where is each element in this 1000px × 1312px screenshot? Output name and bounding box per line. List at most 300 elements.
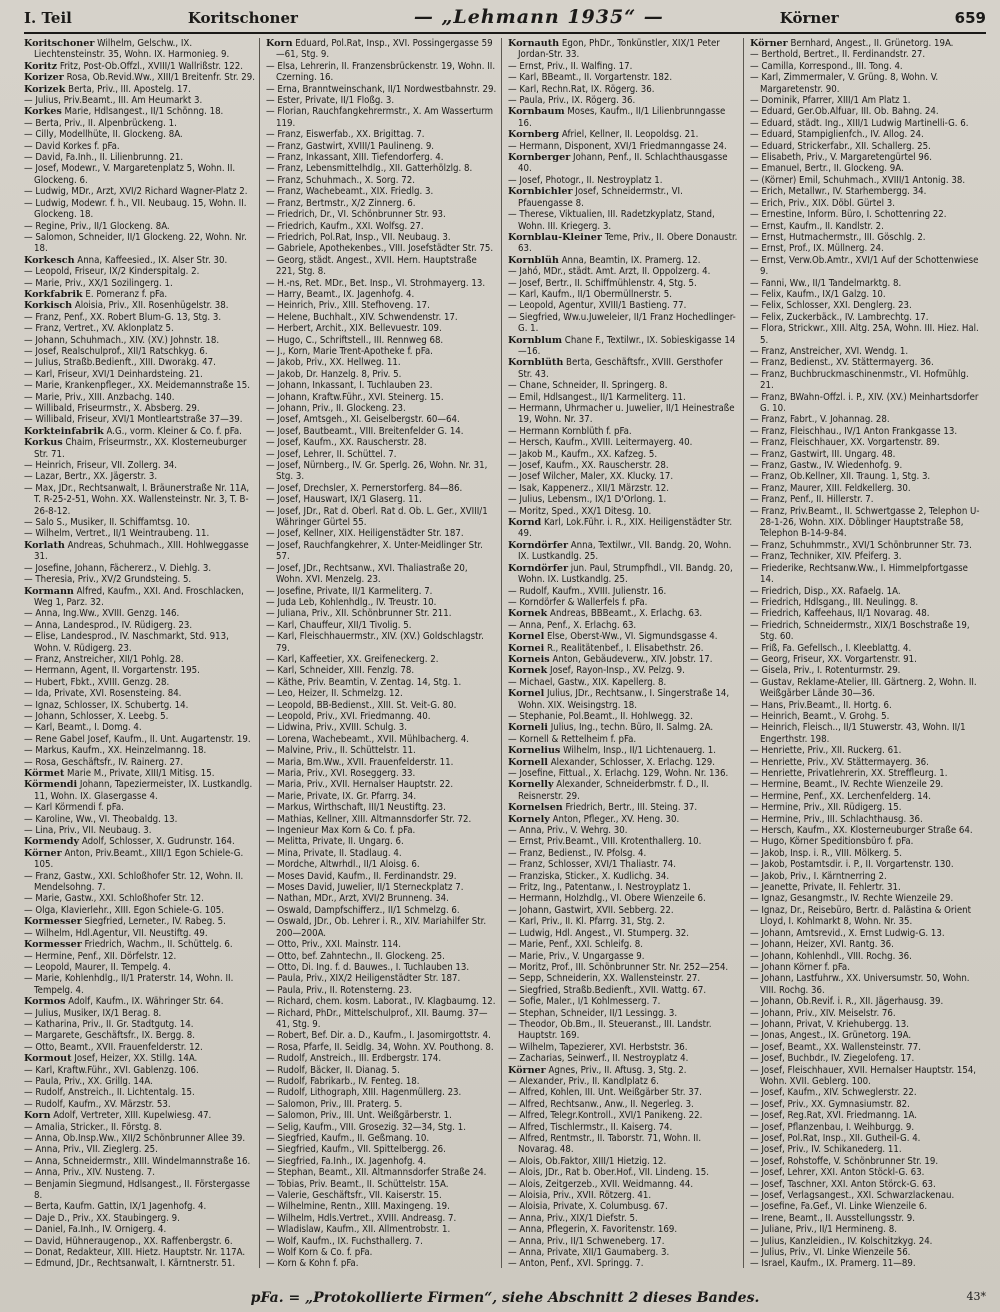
directory-entry: Korneis Anton, Gebäudeverw., XIV. Jobstr. 17. — [508, 653, 713, 665]
directory-entry: — Salomon, Priv., III. Praterg. 5. — [266, 1098, 403, 1110]
directory-entry: — Benjamin Siegmund, Hdlsangest., II. Förstergasse 8. — [24, 1178, 250, 1202]
directory-entry: — Eduard, Ger.Ob.Alfuar, III. Ob. Bahng. 24. — [750, 106, 939, 118]
directory-entry: — Rudolf, Anstreich., II. Lichtentalg. 15. — [24, 1087, 195, 1099]
directory-entry: — Josef, Realschulprof., XII/1 Ratschkyg. 6. — [24, 345, 208, 357]
directory-entry: — Anton, Penf., XVI. Springg. 7. — [508, 1258, 644, 1268]
directory-entry: — Alfred, Rentmstr., II. Taborstr. 71, Wohn. II. Novarag. 48. — [508, 1133, 702, 1156]
directory-entry: — Franz, Priv.Beamt., II. Schwertgasse 2, Telephon U-28-1-26, Wohn. XIX. Döblinger Hauptstraße 58, Telephon B-14-9-84. — [750, 505, 980, 540]
directory-entry: — Anna, Schneidermstr., XIII. Windelmannstraße 16. — [24, 1155, 251, 1167]
directory-entry: — Jakob, Dr. Hanzelg. 8, Priv. 5. — [266, 368, 402, 380]
directory-entry: Korizek Berta, Priv., III. Apostelg. 17. — [24, 83, 191, 95]
first-entry-keyword: Koritschoner — [187, 9, 298, 27]
directory-entry: — Paula, Priv., XX. Grillg. 14A. — [24, 1075, 153, 1087]
directory-entry: Kormesser Siegfried, Lerneter., IV. Rabeg. 5. — [24, 916, 226, 928]
directory-entry: — Emil, Hdlsangest., II/1 Karmeliterg. 11. — [508, 391, 686, 403]
directory-entry: — Franz, BWahn-Offzl. i. P., XIV. (XV.) Meinhartsdorfer G. 10. — [750, 391, 979, 414]
directory-entry: Körner Agnes, Priv., II. Aftusg. 3, Stg. 2. — [508, 1064, 687, 1076]
directory-entry: — Hermann Kornblüth f. pFa. — [508, 425, 632, 437]
directory-entry: — Moses David, Kaufm., II. Ferdinandstr. 29. — [266, 870, 457, 882]
directory-entry: — Ernestine, Inform. Büro, I. Schottenring 22. — [750, 209, 947, 221]
directory-entry: — Franz, Anstreicher, XVI. Wendg. 1. — [750, 345, 909, 357]
directory-entry: — Emanuel, Bertr., II. Glockeng. 9A. — [750, 163, 904, 175]
directory-entry: — Cilly, Modellhüte, II. Glockeng. 8A. — [24, 129, 183, 141]
directory-entry: — Josef, Lehrer, XXI. Anton Stöckl-G. 63. — [750, 1167, 925, 1179]
directory-entry: — Franz, Gastwirt, III. Ungarg. 48. — [750, 448, 896, 460]
directory-entry: — J., Korn, Marie Trent-Apotheke f. pFa. — [266, 345, 433, 357]
directory-entry: — Rosa, Pfarfe, II. Seidlg. 34, Wohn. XV. Pouthong. 8. — [266, 1041, 494, 1053]
directory-entry: Kornbichler Josef, Schneidermstr., VI. Pfauengasse 8. — [508, 186, 683, 209]
directory-entry: — Johann, Kraftw.Führ., XVI. Steinerg. 15. — [266, 391, 444, 403]
directory-entry: — Franz, Buchbruckmaschinenmstr., VI. Hofmühlg. 21. — [750, 368, 969, 392]
directory-entry: — Richard, PhDr., Mittelschulprof., XII. Baumg. 37—41, Stg. 9. — [266, 1007, 488, 1030]
directory-entry: — Jakob, Insp. i. R., VIII. Mölkerg. 5. — [750, 847, 903, 859]
directory-entry: Koritschoner Wilhelm, Gelschw., IX. Liechtensteinstr. 35, Wohn. IX. Harmonieg. 9. — [24, 38, 230, 61]
directory-entry: — Franz, Vertret., XV. Aklonplatz 5. — [24, 323, 174, 335]
directory-entry: — Josef, Buchbdr., IV. Ziegelofeng. 17. — [750, 1053, 915, 1065]
directory-entry: — Edmund, JDr., Rechtsanwalt, I. Kärntnerstr. 51. — [24, 1258, 236, 1268]
directory-entry: — Johann, Schlosser, X. Leebg. 5. — [24, 710, 169, 722]
directory-entry: — Melitta, Private, II. Ungarg. 6. — [266, 836, 404, 848]
directory-entry: — Sofie, Maler., I/1 Kohlmesserg. 7. — [508, 996, 661, 1008]
directory-entry: — Karoline, Ww., VI. Theobaldg. 13. — [24, 813, 178, 825]
directory-entry: — Aloisia, Priv., XVII. Rötzerg. 41. — [508, 1190, 652, 1202]
directory-entry: — Kornell & Rettelheim f. pFa. — [508, 733, 637, 745]
directory-entry: — Karl, Friseur, XVI/1 Deinhardsteing. 21. — [24, 368, 203, 380]
directory-entry: — Siegfried, Fa.Inh., IX. Jagenhofg. 4. — [266, 1155, 427, 1167]
directory-entry: — Ludwig, Modewr. f. h., VII. Neubaug. 15, Wohn. II. Glockeng. 18. — [24, 197, 247, 221]
directory-entry: — Anna, Private, XII/1 Gaumaberg. 3. — [508, 1247, 670, 1259]
page-header — [24, 6, 986, 34]
directory-entry: — Rudolf, Lithograph, XIII. Hagenmüllerg. 23. — [266, 1087, 462, 1099]
directory-entry: — Berta, Kaufm. Gattin, IX/1 Jagenhofg. 4. — [24, 1201, 207, 1213]
directory-entry: Kornelly Alexander, Schneiderbmstr. f. D., II. Reisnerstr. 29. — [508, 779, 710, 802]
directory-entry: — Gisela, Priv., I. Rotenturmstr. 29. — [750, 665, 901, 677]
directory-entry: — Jeanette, Private, II. Fehlertr. 31. — [750, 882, 901, 894]
directory-entry: — Karl, Priv., II. Kl. Pfarrg. 31, Stg. 2. — [508, 916, 666, 928]
directory-entry: — Robert, Bef. Dir. a. D., Kaufm., I. Jasomirgottstr. 4. — [266, 1030, 491, 1042]
directory-entry: — Franz, Gastw., IV. Wiedenhofg. 9. — [750, 460, 903, 472]
directory-entry: — Siegfried, Kaufm., II. Geßmang. 10. — [266, 1133, 430, 1144]
directory-entry: Kormendy Adolf, Schlosser, X. Gudrunstr. 164. — [24, 836, 235, 848]
directory-entry: — Maria, Bm.Ww., XVII. Frauenfelderstr. 11. — [266, 756, 454, 768]
directory-entry: — Berthold, Bertret., II. Ferdinandstr. 27. — [750, 49, 926, 61]
directory-entry: — Anna, Landesprod., IV. Rüdigerg. 23. — [24, 619, 193, 631]
directory-entry: — Jahó, MDr., städt. Amt. Arzt, II. Oppolzerg. 4. — [508, 266, 711, 278]
directory-entry: — Ludwig, MDr., Arzt, XVI/2 Richard Wagner-Platz 2. — [24, 186, 248, 198]
directory-entry: Korkesch Anna, Kaffeesied., IX. Alser Str. 30. — [24, 254, 228, 266]
directory-entry: — Johann, Kohlenhdl., VIII. Rochg. 36. — [750, 950, 912, 962]
directory-entry: — Franz, Wachebeamt., XIX. Friedlg. 3. — [266, 186, 434, 198]
directory-entry: Kornblüh Anna, Beamtin, IX. Pramerg. 12. — [508, 254, 701, 266]
directory-entry: — Wilhelm, Hdls.Vertret., XVIII. Andreasg. 7. — [266, 1212, 457, 1224]
directory-entry: — Ernst, Priv., II. Walfing. 17. — [508, 60, 633, 72]
directory-entry: — Josef, Verlagsangest., XXI. Schwarzlackenau. — [750, 1190, 955, 1202]
directory-entry: — Mina, Private, II. Stadlaug. 4. — [266, 847, 402, 859]
directory-entry: — Herbert, Archit., XIX. Bellevuestr. 109. — [266, 323, 442, 335]
directory-entry: — Karl, Kaufm., II/1 Obermüllnerstr. 5. — [508, 288, 672, 300]
directory-entry: — Stephan, Schneider, II/1 Lessingg. 3. — [508, 1007, 678, 1019]
directory-entry: — Ignaz, Schlosser, IX. Schubertg. 14. — [24, 699, 189, 711]
directory-entry: — David Korkes f. pFa. — [24, 140, 120, 152]
directory-entry: — Franz, Lebensmittelhdlg., XII. Gatterhölzlg. 8. — [266, 163, 473, 175]
directory-entry: — Salo S., Musiker, II. Schiffamtsg. 10. — [24, 517, 190, 529]
directory-entry: — Josef, Priv., IV. Schikanederg. 11. — [750, 1144, 902, 1156]
directory-entry: — Leo, Heizer, II. Schmelzg. 12. — [266, 688, 403, 700]
directory-entry: — Ingenieur Max Korn & Co. f. pFa. — [266, 825, 416, 837]
directory-entry: — David, Hühneraugenop., XX. Raffenbergstr. 6. — [24, 1235, 233, 1247]
directory-entry: — Josefine, Fittual., X. Erlachg. 129, Wohn. Nr. 136. — [508, 768, 729, 779]
directory-entry: — Franz, Penf., XX. Robert Blum-G. 13, Stg. 3. — [24, 311, 222, 323]
directory-entry: — Erich, Priv., XIX. Döbl. Gürtel 3. — [750, 197, 895, 209]
part-label: I. Teil — [24, 9, 72, 27]
directory-entry: — Irene, Beamt., II. Ausstellungsstr. 9. — [750, 1212, 915, 1224]
directory-entry: Körmendi Johann, Tapeziermeister, IX. Lustkandlg. 11, Wohn. IX. Glasergasse 4. — [24, 779, 253, 802]
directory-entry: — Josef, Pflanzenbau, I. Weihburgg. 9. — [750, 1121, 915, 1133]
directory-entry: — Felix, Zuckerbäck., IV. Lambrechtg. 17. — [750, 311, 929, 323]
page-footer — [24, 1290, 986, 1306]
directory-entry: Korkes Marie, Hdlsangest., II/1 Schönng. 18. — [24, 106, 224, 118]
directory-entry: — Julius, Straßb.Bedienft., XIII. Dworakg. 47. — [24, 357, 216, 369]
directory-entry: — Eduard, Strickerfabr., XII. Schallerg. 25. — [750, 140, 931, 152]
directory-entry: — Friedrich, Dr., VI. Schönbrunner Str. 93. — [266, 209, 446, 221]
directory-entry: — Alfred, Rechtsanw., Anw., II. Negerleg. 3. — [508, 1098, 694, 1110]
directory-entry: Korn Eduard, Pol.Rat, Insp., XVI. Possingergasse 59—61, Stg. 9. — [266, 38, 493, 61]
directory-entry: — Wilhelm, Vertret., II/1 Weintraubeng. 11. — [24, 528, 210, 540]
directory-entry: — Willibald, Friseur, XVI/1 Montleartstraße 37—39. — [24, 414, 243, 426]
directory-entry: — Isak, Kappenerz., XII/1 Märzstr. 12. — [508, 482, 670, 494]
directory-entry: — Hersch, Kaufm., XVIII. Leitermayerg. 40. — [508, 437, 693, 449]
directory-entry: — Käthe, Priv. Beamtin, V. Zentag. 14, Stg. 1. — [266, 676, 462, 688]
directory-entry: — Franz, Penf., II. Hillerstr. 7. — [750, 494, 874, 506]
directory-entry: — Ernst, Hutmachermstr., III. Göschlg. 2. — [750, 231, 926, 243]
directory-entry: — Oswald, JDr., Ob. Lehrer i. R., XIV. Mariahilfer Str. 200—200A. — [266, 916, 487, 939]
directory-entry: Kornblau-Kleiner Teme, Priv., II. Obere Donaustr. 63. — [508, 231, 738, 255]
directory-entry: — Alfred, Kohlen, III. Unt. Weißgärber Str. 37. — [508, 1087, 702, 1099]
directory-entry: — Franz, Fleischhauer, XX. Vorgartenstr. 89. — [750, 437, 940, 449]
directory-entry: — Donat, Redakteur, XIII. Hietz. Hauptstr. Nr. 117A. — [24, 1247, 246, 1259]
directory-entry: Kormesser Friedrich, Wachm., II. Schüttelg. 6. — [24, 939, 233, 951]
directory-entry: — Wilhelm, Tapezierer, XVI. Herbststr. 36. — [508, 1041, 688, 1053]
directory-entry: — Israel, Kaufm., IX. Pramerg. 11—89. — [750, 1258, 916, 1268]
directory-entry: — Johann, Lastfuhrw., XX. Universumstr. 50, Wohn. VIII. Rochg. 36. — [750, 973, 970, 996]
directory-entry: Kornek Josef, Rayon-Insp., XV. Pelzg. 9. — [508, 665, 685, 677]
directory-entry: — Franz, Fleischhau., IV/1 Anton Frankgasse 13. — [750, 425, 958, 437]
directory-entry: Kornberger Johann, Penf., II. Schlachthausgasse 40. — [508, 152, 728, 175]
directory-entry: — Rene Gabel Josef, Kaufm., II. Unt. Augartenstr. 19. — [24, 733, 251, 745]
directory-entry: — Georg, städt. Angest., XVII. Hern. Hauptstraße 221, Stg. 8. — [266, 254, 477, 278]
directory-entry: — Leopold, Priv., XVI. Friedmanng. 40. — [266, 710, 431, 722]
directory-entry: — Josef, Rauchfangkehrer, X. Unter-Meidlinger Str. 57. — [266, 539, 483, 563]
directory-entry: — Franz, Gastwirt, XVIII/1 Paulineng. 9. — [266, 140, 435, 152]
directory-entry: — Paula, Priv., II. Rotensterng. 23. — [266, 984, 412, 996]
page-number: 659 — [954, 9, 986, 27]
directory-entry: — Rudolf, Anstreich., III. Erdbergstr. 174. — [266, 1053, 442, 1065]
directory-entry: — Maria, Priv., XVII. Hernalser Hauptstr. 22. — [266, 779, 454, 791]
directory-entry: — Mordche, Altwrhdl., II/1 Aloisg. 6. — [266, 859, 420, 871]
directory-entry: — Fanni, Ww., II/1 Tandelmarktg. 8. — [750, 277, 902, 289]
directory-entry: — Henriette, Privatlehrerin, XX. Streffleurg. 1. — [750, 768, 948, 779]
directory-entry: — Karl, Kraftw.Führ., XVI. Gablenzg. 106. — [24, 1064, 199, 1076]
directory-entry: — Ernst, Prof., IX. Müllnerg. 24. — [750, 243, 884, 255]
directory-entry: — Friedrich, Hdlsgang., III. Neulingg. 8. — [750, 596, 919, 608]
directory-entry: — Ignaz, Dr., Reisebüro, Bertr. d. Palästina & Orient Lloyd, I. Kohlmarkt 8, Wohn. Nr. 35. — [750, 904, 972, 928]
directory-entry: Kormann Alfred, Kaufm., XXI. And. Froschlacken, Weg 1, Parz. 32. — [24, 585, 244, 608]
directory-entry: — Josef, Hauswart, IX/1 Glaserg. 11. — [266, 494, 422, 506]
directory-entry: — Ernst, Kaufm., II. Kandlstr. 2. — [750, 220, 884, 232]
directory-entry: — Maria, Priv., XVI. Roseggerg. 33. — [266, 768, 416, 779]
directory-entry: — Salomon, Schneider, II/1 Glockeng. 22, Wohn. Nr. 18. — [24, 231, 247, 255]
directory-entry: — Dominik, Pfarrer, XIII/1 Am Platz 1. — [750, 95, 911, 107]
directory-entry: — Jakob, Priv., XX. Hellweg. 11. — [266, 357, 401, 369]
directory-entry: Korlath Andreas, Schuhmach., XIII. Hohlweggasse 31. — [24, 539, 249, 563]
directory-entry: — Otto, Di. Ing. f. d. Bauwes., I. Tuchlauben 13. — [266, 961, 470, 973]
directory-entry: — Franz, Ob.Kellner, XII. Traung. 1, Stg. 3. — [750, 471, 931, 483]
directory-entry: — Anna, Penf., X. Erlachg. 63. — [508, 619, 637, 631]
directory-entry: — Leopold, Friseur, IX/2 Kinderspitalg. 2. — [24, 266, 200, 278]
footer-note: pFa. = „Protokollierte Firmen“, siehe Abschnitt 2 dieses Bandes. — [250, 1290, 760, 1306]
directory-entry: — Camilla, Korrespond., III. Tong. 4. — [750, 60, 903, 72]
directory-entry: Kornberg Afriel, Kellner, II. Leopoldsg. 21. — [508, 129, 699, 141]
directory-entry: — Franz, Anstreicher, XII/1 Pohlg. 28. — [24, 653, 184, 665]
directory-entry: — Friedrich, Kaufm., XXI. Wolfsg. 27. — [266, 220, 424, 232]
directory-entry: — Jakob, Postamtsdir. i. P., II. Vorgartenstr. 130. — [750, 859, 954, 871]
directory-entry: — Rudolf, Kaufm., XVIII. Julienstr. 16. — [508, 585, 667, 597]
directory-entry: — Julius, Kanzleidien., IV. Kolschitzkyg. 24. — [750, 1235, 933, 1247]
directory-entry: — Ernst, Verw.Ob.Amtr., XVI/1 Auf der Schottenwiese 9. — [750, 254, 979, 278]
directory-entry: — Alexander, Priv., II. Kandlplatz 6. — [508, 1075, 659, 1087]
directory-entry: — Franz, Gastw., XXI. Schloßhofer Str. 12, Wohn. II. Mendelsohng. 7. — [24, 870, 244, 894]
directory-entry: — Daniel, Fa.Inh., IV. Ornigerg. 4. — [24, 1224, 167, 1236]
directory-entry: — Johann, Inkassant, I. Tuchlauben 23. — [266, 380, 433, 392]
directory-entry: — Marie, Private, IX. Gr. Pfarrg. 34. — [266, 790, 417, 802]
directory-entry: — Markus, Kaufm., XX. Heinzelmanng. 18. — [24, 745, 207, 757]
directory-entry: — Johann Körner f. pFa. — [750, 961, 850, 973]
directory-entry: — Siegfried, Straßb.Bedienft., XVII. Wattg. 67. — [508, 984, 707, 996]
directory-entry: — Hersch, Kaufm., XX. Klosterneuburger Straße 64. — [750, 825, 973, 837]
directory-entry: — Flora, Strickwr., XIII. Altg. 25A, Wohn. III. Hiez. Hal. 5. — [750, 323, 979, 346]
directory-entry: — Moritz, Sped., XX/1 Ditesg. 10. — [508, 505, 652, 517]
directory-entry: — Heinrich, Fleisch.., II/1 Stuwerstr. 43, Wohn. II/1 Engerthstr. 198. — [750, 722, 966, 745]
directory-entry: Korkfabrik E. Pomeranz f. pFa. — [24, 288, 168, 300]
directory-entry: — Josef, Kaufm., XX. Rauscherstr. 28. — [266, 437, 427, 449]
directory-entry: — Jakob, Priv., I. Kärntnerring 2. — [750, 870, 887, 882]
directory-entry: Kornei R., Realitätenbef., I. Elisabethstr. 26. — [508, 642, 704, 654]
directory-entry: — Marie, Priv., V. Ungargasse 9. — [508, 950, 645, 962]
directory-entry: — Regine, Priv., II/1 Glockeng. 8A. — [24, 220, 170, 232]
publication-title: — „Lehmann 1935“ — — [413, 6, 664, 28]
directory-entry: — Hubert, Fbkt., XVIII. Genzg. 28. — [24, 676, 170, 688]
directory-entry: — Friedrich, Kaffeehaus, II/1 Novarag. 48. — [750, 608, 930, 620]
directory-entry: — Franz, Schuhmmstr., XVI/1 Schönbrunner Str. 73. — [750, 539, 972, 551]
column-3 — [508, 38, 744, 1268]
directory-entry: — Karl, Schneider, XIII. Fenzlg. 78. — [266, 665, 415, 677]
directory-entry: — Paula, Priv., XIX/2 Heiligenstädter Str. 187. — [266, 973, 461, 985]
directory-entry: — Leopold, Maurer, II. Tempelg. 4. — [24, 961, 171, 973]
directory-entry: — Heinrich, Beamt., V. Grohg. 5. — [750, 710, 890, 722]
directory-entry: — Johann, Amtsrevid., X. Ernst Ludwig-G. 13. — [750, 927, 945, 939]
directory-entry: — Henriette, Priv., XV. Stättermayerg. 36. — [750, 756, 929, 768]
directory-entry: — Juda Leb, Kohlenhdlg., IV. Treustr. 10. — [266, 596, 437, 608]
directory-entry: — Amalia, Stricker., II. Förstg. 8. — [24, 1121, 163, 1133]
directory-entry: — Willibald, Friseurmstr., X. Absberg. 29. — [24, 403, 200, 414]
directory-entry: — Josef, Kaufm., XX. Rauscherstr. 28. — [508, 460, 669, 472]
directory-entry: — Florian, Rauchfangkehrermstr., X. Am Wasserturm 119. — [266, 106, 494, 129]
directory-entry: — H.-ns, Ret. MDr., Bet. Insp., VI. Strohmayerg. 13. — [266, 277, 486, 289]
directory-entry: — Max, JDr., Rechtsanwalt, I. Bräunerstraße Nr. 11A, T. R-25-2-51, Wohn. XX. Wallensteinstr. Nr. 3, T. B-26-8-12. — [24, 482, 250, 517]
directory-entry: — Salomon, Priv., III. Unt. Weißgärberstr. 1. — [266, 1110, 452, 1122]
directory-entry: — Franz, Maurer, XIII. Feldkellerg. 30. — [750, 482, 911, 494]
directory-entry: — Georg, Friseur, XX. Vorgartenstr. 91. — [750, 653, 917, 665]
directory-entry: Kornd Karl, Lok.Führ. i. R., XIX. Heiligenstädter Str. 49. — [508, 517, 733, 540]
directory-entry: Korndörfer Anna, Textilwr., VII. Bandg. 20, Wohn. IX. Lustkandlg. 25. — [508, 539, 732, 563]
directory-entry: — Hermine, Penf., XII. Dörfelstr. 12. — [24, 950, 177, 962]
directory-entry: Kornek Andreas, BBBeamt., X. Erlachg. 63. — [508, 608, 703, 620]
directory-entry: — Marie, Kohlenhdlg., II/1 Praterstr. 14, Wohn. II. Tempelg. 4. — [24, 973, 234, 996]
directory-entry: — Johann, Priv., II. Glockeng. 23. — [266, 403, 406, 414]
directory-entry: — Hermine, Penf., XX. Lerchenfelderg. 14. — [750, 790, 932, 802]
directory-entry: — Josef, Photogr., II. Nestroyplatz 1. — [508, 174, 663, 186]
directory-entry: — Chane, Schneider, II. Springerg. 8. — [508, 380, 668, 392]
directory-entry: — Josef, Beamt., XX. Wallensteinstr. 77. — [750, 1041, 921, 1053]
directory-entry: — Josef, Modewr., V. Margaretenplatz 5, Wohn. II. Glockeng. 6. — [24, 163, 236, 186]
directory-entry: — Franz, Schuhmach., X. Sorg. 72. — [266, 174, 415, 186]
directory-entry: — Markus, Wirthschaft, III/1 Neustiftg. 23. — [266, 802, 446, 814]
directory-entry: — Ludwig, Hdl. Angest., VI. Stumperg. 32. — [508, 927, 690, 939]
directory-entry: — Margarete, Geschäftsfr., IX. Bergg. 8. — [24, 1030, 195, 1042]
directory-entry: Kornauth Egon, PhDr., Tonkünstler, XIX/1 Peter Jordan-Str. 33. — [508, 38, 720, 61]
directory-entry: — Josefine, Fa.Gef., VI. Linke Wienzeile 6. — [750, 1201, 928, 1213]
directory-entry: — Josef, Drechsler, X. Pernerstorferg. 84—86. — [266, 482, 463, 494]
directory-entry: — Erna, Branntweinschank, II/1 Nordwestbahnstr. 29. — [266, 83, 497, 95]
directory-entry: — Ida, Private, XVI. Rosensteing. 84. — [24, 688, 182, 700]
directory-entry: — Julius, Priv., VI. Linke Wienzeile 56. — [750, 1247, 911, 1259]
directory-entry: — Heinrich, Friseur, VII. Zollerg. 34. — [24, 460, 178, 472]
directory-entry: — Karl, Fleischhauermstr., XIV. (XV.) Goldschlagstr. 79. — [266, 631, 484, 654]
directory-entry: — Josef, Bautbeamt., VIII. Breitenfelder G. 14. — [266, 425, 464, 437]
directory-entry: — Felix, Schlosser, XXI. Denglerg. 23. — [750, 300, 912, 312]
directory-entry: Korkteinfabrik A.G., vorm. Kleiner & Co. f. pFa. — [24, 425, 242, 437]
directory-entry: — Theresia, Priv., XV/2 Grundsteing. 5. — [24, 574, 192, 586]
directory-entry: — Sepp, Schneiderin, XX. Wallensteinstr. 27. — [508, 973, 701, 985]
directory-entry: — Fritz, Ing., Patentanw., I. Nestroyplatz 1. — [508, 882, 691, 894]
directory-entry: — Eduard, Stampiglienfch., IV. Allog. 24. — [750, 129, 924, 141]
directory-entry: — Leopold, BB-Bedienst., XIII. St. Veit-G. 80. — [266, 699, 457, 711]
directory-entry: — Henriette, Priv., XII. Ruckerg. 61. — [750, 745, 902, 757]
directory-entry: — Hermine, Priv., III. Schlachthausg. 36. — [750, 813, 923, 825]
directory-entry: — David, Fa.Inh., II. Lilienbrunng. 21. — [24, 152, 184, 164]
directory-entry: — Rudolf, Bäcker, II. Dianag. 5. — [266, 1064, 400, 1076]
directory-entry: Kornblum Chane F., Textilwr., IX. Sobieskigasse 14—16. — [508, 334, 736, 357]
directory-entry: — Mathias, Kellner, XIII. Altmannsdorfer Str. 72. — [266, 813, 472, 825]
directory-entry: — Josefine, Private, II/1 Karmeliterg. 7. — [266, 585, 433, 597]
directory-entry: — Ernst, Priv.Beamt., VIII. Krotenthallerg. 10. — [508, 836, 702, 848]
directory-entry: — Otto, Beamt., XVII. Frauenfelderstr. 12. — [24, 1041, 203, 1053]
directory-entry: — Michael, Gastw., XIX. Kapellerg. 8. — [508, 676, 667, 688]
directory-entry: Korizer Rosa, Ob.Revid.Ww., XIII/1 Breitenfr. Str. 29. — [24, 72, 255, 84]
directory-entry: — Lorena, Wachebeamt., XVII. Mühlbacherg. 4. — [266, 733, 470, 745]
directory-entry: — Franz, Inkassant, XIII. Tiefendorferg. 4. — [266, 152, 444, 164]
directory-entry: — Daje D., Priv., XX. Staubingerg. 9. — [24, 1212, 180, 1224]
directory-entry: — Julius, Lebensm., IX/1 D'Orlong. 1. — [508, 494, 667, 506]
directory-entry: — Anna, Priv., V. Wehrg. 30. — [508, 825, 628, 837]
directory-entry: — Olga, Klavierlehr., XIII. Egon Schiele-G. 105. — [24, 904, 225, 916]
directory-entry: Körner Anton, Priv.Beamt., XIII/1 Egon Schiele-G. 105. — [24, 847, 244, 871]
directory-entry: — Stephan, Beamt., XII. Altmannsdorfer Straße 24. — [266, 1167, 487, 1179]
directory-entry: — Rudolf, Fabrikarb., IV. Fenteg. 18. — [266, 1075, 420, 1087]
directory-entry: Kornel Else, Oberst-Ww., VI. Sigmundsgasse 4. — [508, 631, 718, 643]
directory-entry: — Lina, Priv., VII. Neubaug. 3. — [24, 825, 152, 837]
directory-entry: — Jakob M., Kaufm., XX. Kafzeg. 5. — [508, 448, 658, 460]
directory-entry: — Johann, Priv., XIV. Meiselstr. 76. — [750, 1007, 896, 1019]
directory-entry: — Wladislaw, Kaufm., XII. Allmentrobstr. 1. — [266, 1224, 451, 1236]
directory-entry: — Paula, Priv., IX. Rögerg. 36. — [508, 95, 636, 107]
directory-entry: — Korn & Kohn f. pFa. — [266, 1258, 359, 1268]
directory-entry: — Hugo, C., Schriftstell., III. Rennweg 68. — [266, 334, 444, 346]
entry-columns — [24, 38, 986, 1268]
directory-entry: — Otto, bef. Zahntechn., II. Glockeng. 25. — [266, 950, 445, 962]
directory-entry: — Gabriele, Apothekenbes., VIII. Josefstädter Str. 75. — [266, 243, 494, 255]
directory-entry: — Hermann, Holzhdlg., VI. Obere Wienzeile 6. — [508, 893, 706, 905]
directory-entry: — Josefine, Johann, Fächererz., V. Diehlg. 3. — [24, 562, 212, 574]
directory-entry: — Alois, Ob.Faktor, XIII/1 Hietzig. 12. — [508, 1155, 667, 1167]
directory-entry: — Friederike, Rechtsanw.Ww., I. Himmelpfortgasse 14. — [750, 562, 968, 586]
directory-entry: — Ignaz, Gesangmstr., IV. Rechte Wienzeile 29. — [750, 893, 954, 905]
directory-entry: — Hermann, Disponent, XVI/1 Friedmanngasse 24. — [508, 140, 727, 152]
directory-entry: — Harry, Beamt., IX. Jagenhofg. 4. — [266, 288, 415, 300]
directory-entry: — Josef, Kaufm., XIV. Schweglerstr. 22. — [750, 1087, 917, 1099]
directory-entry: — Zacharias, Seinwerf., II. Nestroyplatz 4. — [508, 1053, 689, 1065]
directory-entry: — Josef, Pol.Rat, Insp., XII. Gutheil-G. 4. — [750, 1133, 921, 1144]
directory-entry: — Rudolf, Kaufm., XV. Märzstr. 53. — [24, 1098, 171, 1110]
directory-entry: — Valerie, Geschäftsfr., VII. Kaiserstr. 15. — [266, 1190, 442, 1202]
directory-entry: — Franz, Schlosser, XVI/1 Thaliastr. 74. — [508, 859, 677, 871]
directory-entry: Korkus Chaim, Friseurmstr., XX. Klosterneuburger Str. 71. — [24, 437, 247, 460]
directory-entry: — Wolf Korn & Co. f. pFa. — [266, 1247, 373, 1259]
directory-entry: Kornely Anton, Pfleger., XV. Heng. 30. — [508, 813, 680, 825]
directory-entry: Koritz Fritz, Post-Ob.Offzl., XVIII/1 Wallrißstr. 122. — [24, 60, 243, 72]
directory-entry: — Anna, Priv., XIX/1 Diefstr. 5. — [508, 1212, 638, 1224]
directory-entry: — Josef, JDr., Rat d. Oberl. Rat d. Ob. L. Ger., XVIII/1 Währinger Gürtel 55. — [266, 505, 488, 529]
directory-entry: — Lidwina, Priv., XVIII. Schulg. 3. — [266, 722, 408, 734]
directory-entry: — Leopold, Agentur, XVIII/1 Bastieng. 77. — [508, 300, 687, 312]
directory-entry: — Josef, JDr., Rechtsanw., XVI. Thaliastraße 20, Wohn. XVI. Menzelg. 23. — [266, 562, 468, 586]
signature-mark: 43* — [966, 1290, 986, 1303]
directory-entry: — Franz, Bertmstr., X/2 Zinnerg. 6. — [266, 197, 416, 209]
directory-entry: — Friedrich, Schneidermstr., XIX/1 Boschstraße 19, Stg. 60. — [750, 619, 970, 643]
last-entry-keyword: Körner — [779, 9, 839, 27]
directory-entry: — Josef, Amtsgeh., XI. Geiselbergstr. 60—64. — [266, 414, 460, 426]
directory-entry: — Johann, Schuhmach., XIV. (XV.) Johnstr. 18. — [24, 334, 220, 346]
directory-entry: — Johann, Ob.Revif. i. R., XII. Jägerhausg. 39. — [750, 996, 944, 1008]
directory-entry: — Anna, Ob.Insp.Ww., XII/2 Schönbrunner Allee 39. — [24, 1133, 246, 1144]
directory-entry: — Hans, Priv.Beamt., II. Hortg. 6. — [750, 699, 892, 711]
directory-entry: — Wolf, Kaufm., IX. Fuchsthallerg. 7. — [266, 1235, 423, 1247]
directory-entry: — Hermine, Beamt., IV. Rechte Wienzeile 29. — [750, 779, 944, 791]
directory-entry: — Theodor, Ob.Bm., II. Steueranst., III. Landstr. Hauptstr. 169. — [508, 1018, 712, 1042]
directory-entry: — Ester, Private, II/1 Floßg. 3. — [266, 95, 395, 107]
directory-entry: Korkisch Aloisia, Priv., XII. Rosenhügelstr. 38. — [24, 300, 229, 312]
directory-entry: Kornell Alexander, Schlosser, X. Erlachg. 129. — [508, 756, 716, 768]
directory-entry: — Karl, Kaffeetier, XX. Greifeneckerg. 2. — [266, 653, 439, 665]
directory-entry: — Marie, Penf., XXI. Schleifg. 8. — [508, 939, 643, 951]
directory-entry: — Moritz, Prof., III. Schönbrunner Str. Nr. 252—254. — [508, 961, 729, 973]
directory-entry: Kornel Julius, JDr., Rechtsanw., I. Singerstraße 14, Wohn. XIX. Weisingstrg. 18. — [508, 688, 730, 711]
directory-entry: — Josef, Kellner, XIX. Heiligenstädter Str. 187. — [266, 528, 464, 540]
directory-entry: — Rosa, Geschäftsfr., IV. Rainerg. 27. — [24, 756, 184, 768]
directory-entry: — Marie, Priv., XX/1 Sozilingerg. 1. — [24, 277, 173, 289]
directory-entry: — Anna, Priv., VII. Zieglerg. 25. — [24, 1144, 158, 1156]
directory-entry: — Johann, Privat, V. Kriehubergg. 13. — [750, 1018, 909, 1030]
